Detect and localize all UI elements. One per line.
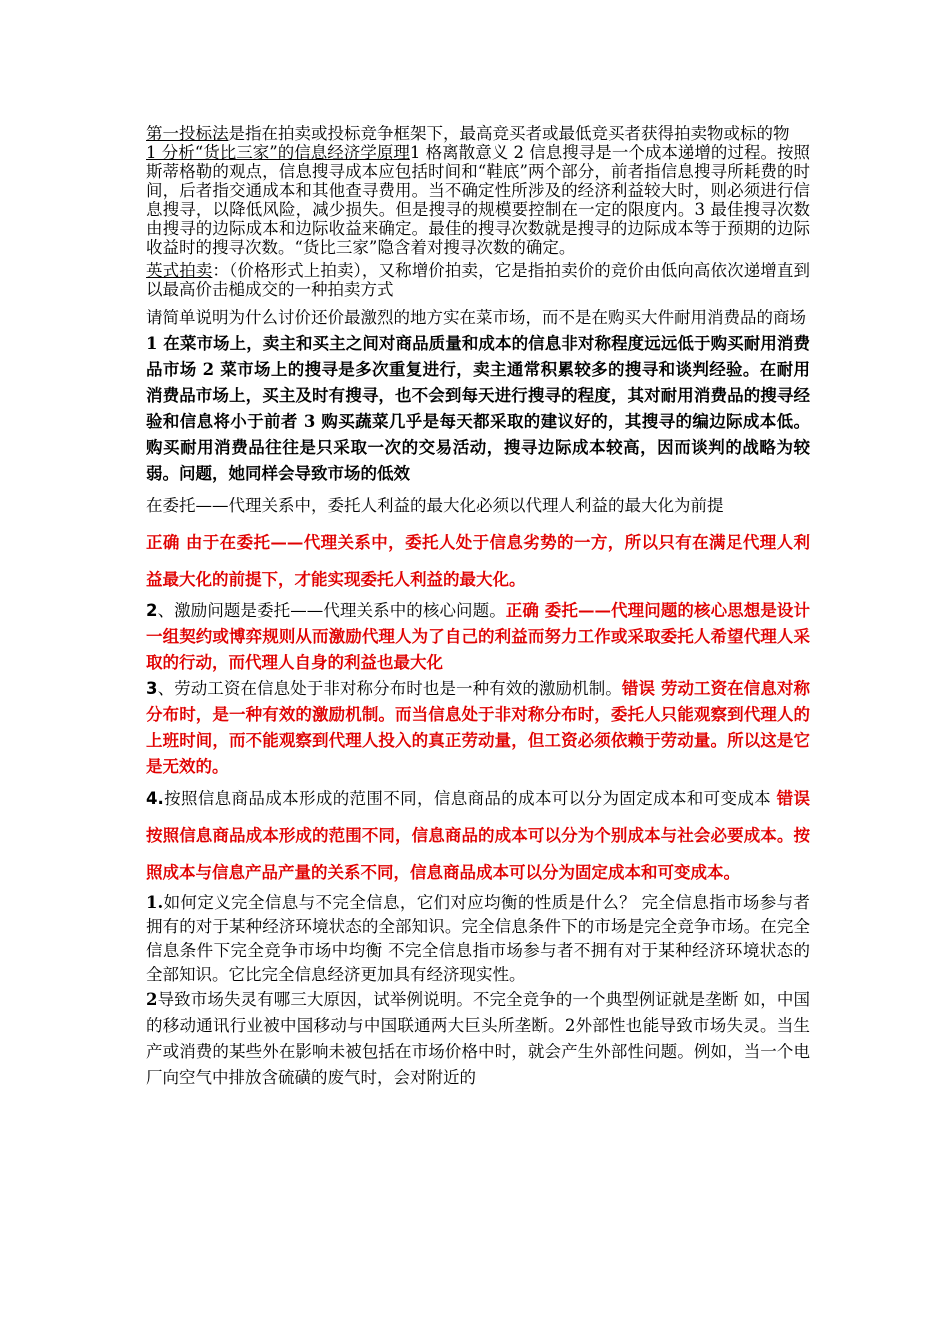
statement-cost: 按照信息商品成本形成的范围不同，信息商品的成本可以分为固定成本和可变成本 xyxy=(163,789,777,808)
item-number: 2 xyxy=(146,601,158,620)
item-number: 4. xyxy=(146,789,164,808)
item-number: 3 xyxy=(146,679,158,698)
paragraph-cost xyxy=(146,780,810,891)
paragraph-complete-info xyxy=(146,891,810,987)
answer-compare-three: 1 格离散意义 2 信息搜寻是一个成本递增的过程。按照斯蒂格勒的观点，信息搜寻成本应包括时间和“鞋底”两个部分，前者指信息搜寻所耗费的时间，后者指交通成本和其他查寻费用。当不确定性所涉及的经济利益较大时，则必须进行信息搜寻，以降低风险，减少损失。但是搜寻的规模要控制在一定的限度内。3 最佳搜寻次数由搜寻的边际成本和边际收益来确定。最佳的搜寻次数就是搜寻的边际成本等于预期的边际收益时的搜寻次数。“货比三家”隐含着对搜寻次数的确定。 xyxy=(146,143,810,257)
definition-english-auction: ：（价格形式上拍卖），又称增价拍卖，它是指拍卖价的竞价由低向高依次递增直到以最高价击槌成交的一种拍卖方式 xyxy=(146,261,811,299)
paragraph-wage xyxy=(146,676,810,780)
paragraph-first-tender xyxy=(146,124,810,143)
verdict-principal-agent: 正确 由于在委托——代理关系中，委托人处于信息劣势的一方，所以只有在满足代理人利益最大化的前提下，才能实现委托人利益的最大化。 xyxy=(146,533,810,589)
verdict-wage: 错误 劳动工资在信息对称分布时，是一种有效的激励机制。而当信息处于非对称分布时，委托人只能观察到代理人的上班时间，而不能观察到代理人投入的真正劳动量，但工资必须依赖于劳动量。所以这是它是无效的。 xyxy=(146,679,811,776)
verdict-cost: 错误 按照信息商品成本形成的范围不同，信息商品的成本可以分为个别成本与社会必要成本。按照成本与信息产品产量的关系不同，信息商品成本可以分为固定成本和可变成本。 xyxy=(146,789,811,882)
answer-bargaining: 1 在菜市场上，卖主和买主之间对商品质量和成本的信息非对称程度远远低于购买耐用消费品市场 2 菜市场上的搜寻是多次重复进行，卖主通常积累较多的搜寻和谈判经验。在耐用消费品市场上，买主及时有搜寻，也不会到每天进行搜寻的程度，其对耐用消费品的搜寻经验和信息将小于前者 3 购买蔬菜几乎是每天都采取的建议好的，其搜寻的编边际成本低。购买耐用消费品往往是只采取一次的交易活动，搜寻边际成本较高，因而谈判的战略为较弱。问题，她同样会导致市场的低效 xyxy=(146,334,810,483)
paragraph-compare-three xyxy=(146,143,810,257)
paragraph-incentive xyxy=(146,598,810,676)
term-compare-three: 1 分析“货比三家”的信息经济学原理 xyxy=(146,143,410,162)
document-page xyxy=(146,124,810,1091)
term-first-tender: 第一投标法 xyxy=(146,124,229,143)
answer-market-failure: 导致市场失灵有哪三大原因，试举例说明。不完全竞争的一个典型例证就是垄断 如，中国的移动通讯行业被中国移动与中国联通两大巨头所垄断。2外部性也能导致市场失灵。当生产或消费的某些外在影响未被包括在市场价格中时，就会产生外部性问题。例如，当一个电厂向空气中排放含硫磺的废气时，会对附近的 xyxy=(146,990,810,1087)
answer-complete-info: 如何定义完全信息与不完全信息，它们对应均衡的性质是什么？ 完全信息指市场参与者拥有的对于某种经济环境状态的全部知识。完全信息条件下的市场是完全竞争市场。在完全信息条件下完全竞争市场中均衡 不完全信息指市场参与者不拥有对于某种经济环境状态的全部知识。它比完全信息经济更加具有经济现实性。 xyxy=(146,893,810,984)
paragraph-english-auction xyxy=(146,261,810,299)
paragraph-market-failure xyxy=(146,987,810,1091)
question-bargaining: 请简单说明为什么讨价还价最激烈的地方实在菜市场，而不是在购买大件耐用消费品的商场 xyxy=(146,308,806,327)
item-number: 2 xyxy=(146,990,158,1009)
paragraph-principal-agent xyxy=(146,487,810,598)
definition-first-tender: 是指在拍卖或投标竞争框架下，最高竞买者或最低竞买者获得拍卖物或标的物 xyxy=(228,124,790,143)
term-english-auction: 英式拍卖 xyxy=(146,261,213,280)
verdict-incentive: 正确 委托——代理问题的核心思想是设计一组契约或博弈规则从而激励代理人为了自己的利益而努力工作或采取委托人希望代理人采取的行动，而代理人自身的利益也最大化 xyxy=(146,601,811,672)
statement-principal-agent: 在委托——代理关系中，委托人利益的最大化必须以代理人利益的最大化为前提 xyxy=(146,496,724,515)
item-number: 1. xyxy=(146,893,164,912)
statement-wage: 、劳动工资在信息处于非对称分布时也是一种有效的激励机制。 xyxy=(157,679,622,698)
statement-incentive: 、激励问题是委托——代理关系中的核心问题。 xyxy=(157,601,506,620)
